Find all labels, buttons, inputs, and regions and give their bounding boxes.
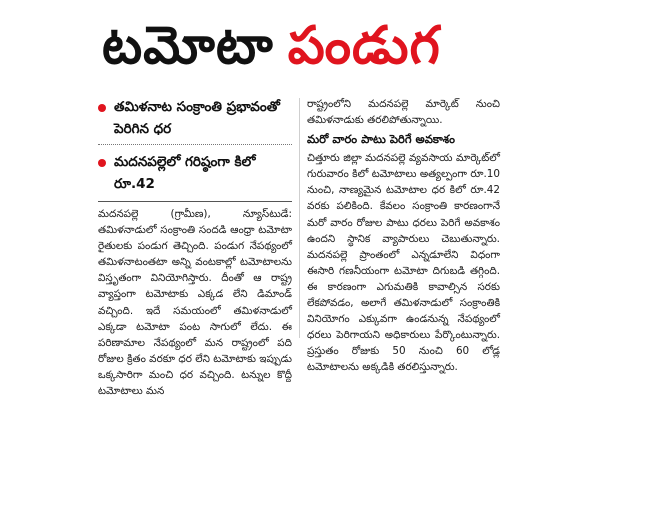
red-bullet-icon: [98, 159, 106, 167]
bullet-point: [98, 151, 292, 195]
column-divider: [299, 98, 300, 338]
section-divider: [98, 201, 292, 202]
headline-part2: పండుగ: [287, 16, 441, 76]
subheading: మరో వారం పాటు పెరిగే అవకాశం: [307, 132, 455, 147]
article-body-right: చిత్తూరు జిల్లా మదనపల్లె వ్యవసాయ మార్కెట్‌లో గురువారం కిలో టమోటాలు అత్యల్పంగా రూ.10 నుంచి, నాణ్యమైన టమోటాల ధర కిలో రూ.42 వరకు పలికింది. కేవలం సంక్రాంతి కారణంగానే మరో వారం రోజుల పాటు ధరలు పెరిగే అవకాశం ఉందని స్థానిక వ్యాపారులు చెబుతున్నారు. మదనపల్లె ప్రాంతంలో ఎన్నడూలేని విధంగా ఈసారి గణనీయంగా టమోటా దిగుబడి తగ్గింది. ఈ కారణంగా ఎగుమతికి కావాల్సిన సరకు లేకపోవడం, అలాగే తమిళనాడులో సంక్రాంతికి వినియోగం ఎక్కువగా ఉండనున్న నేపథ్యంలో ధరలు పెరిగాయని అధికారులు పేర్కొంటున్నారు. ప్రస్తుతం రోజుకు 50 నుంచి 60 లోడ్ల టమోటాలను అక్కడికి తరలిస్తున్నారు.: [307, 152, 500, 374]
bullet-text: మదనపల్లెలో గరిష్ఠంగా కిలో రూ.42: [114, 154, 256, 192]
dotted-divider: [98, 144, 292, 145]
headline: [102, 14, 441, 78]
bullet-point: [98, 96, 292, 140]
article-continuation: రాష్ట్రంలోని మదనపల్లె మార్కెట్ నుంచి తమిళనాడుకు తరలిపోతున్నాయి.: [307, 98, 500, 127]
bullet-text: తమిళనాట సంక్రాంతి ప్రభావంతో పెరిగిన ధర: [114, 99, 280, 137]
column-right: [307, 96, 500, 376]
article-body-left: మదనపల్లె (గ్రామీణ), న్యూస్‌టుడే: తమిళనాడులో సంక్రాంతి సందడి ఆంధ్రా టమోటా రైతులకు పండుగ తెచ్చింది. పండుగ నేపథ్యంలో తమిళనాటంతటా అన్ని వంటకాల్లో టమోటాలను విస్తృతంగా వినియోగిస్తారు. దీంతో ఆ రాష్ట్ర వ్యాప్తంగా టమోటాకు ఎక్కడ లేని డిమాండ్ వచ్చింది. ఇదే సమయంలో తమిళనాడులో ఎక్కడా టమోటా పంట సాగులో లేదు. ఈ పరిణామాల నేపథ్యంలో మన రాష్ట్రంలో పది రోజుల క్రితం వరకూ ధర లేని టమోటాకు ఇప్పుడు ఒక్కసారిగా మంచి ధర వచ్చింది. టన్నుల కొద్దీ టమోటాలు మన: [98, 208, 292, 398]
column-left: [98, 96, 292, 399]
red-bullet-icon: [98, 104, 106, 112]
headline-part1: టమోటా: [102, 16, 274, 76]
